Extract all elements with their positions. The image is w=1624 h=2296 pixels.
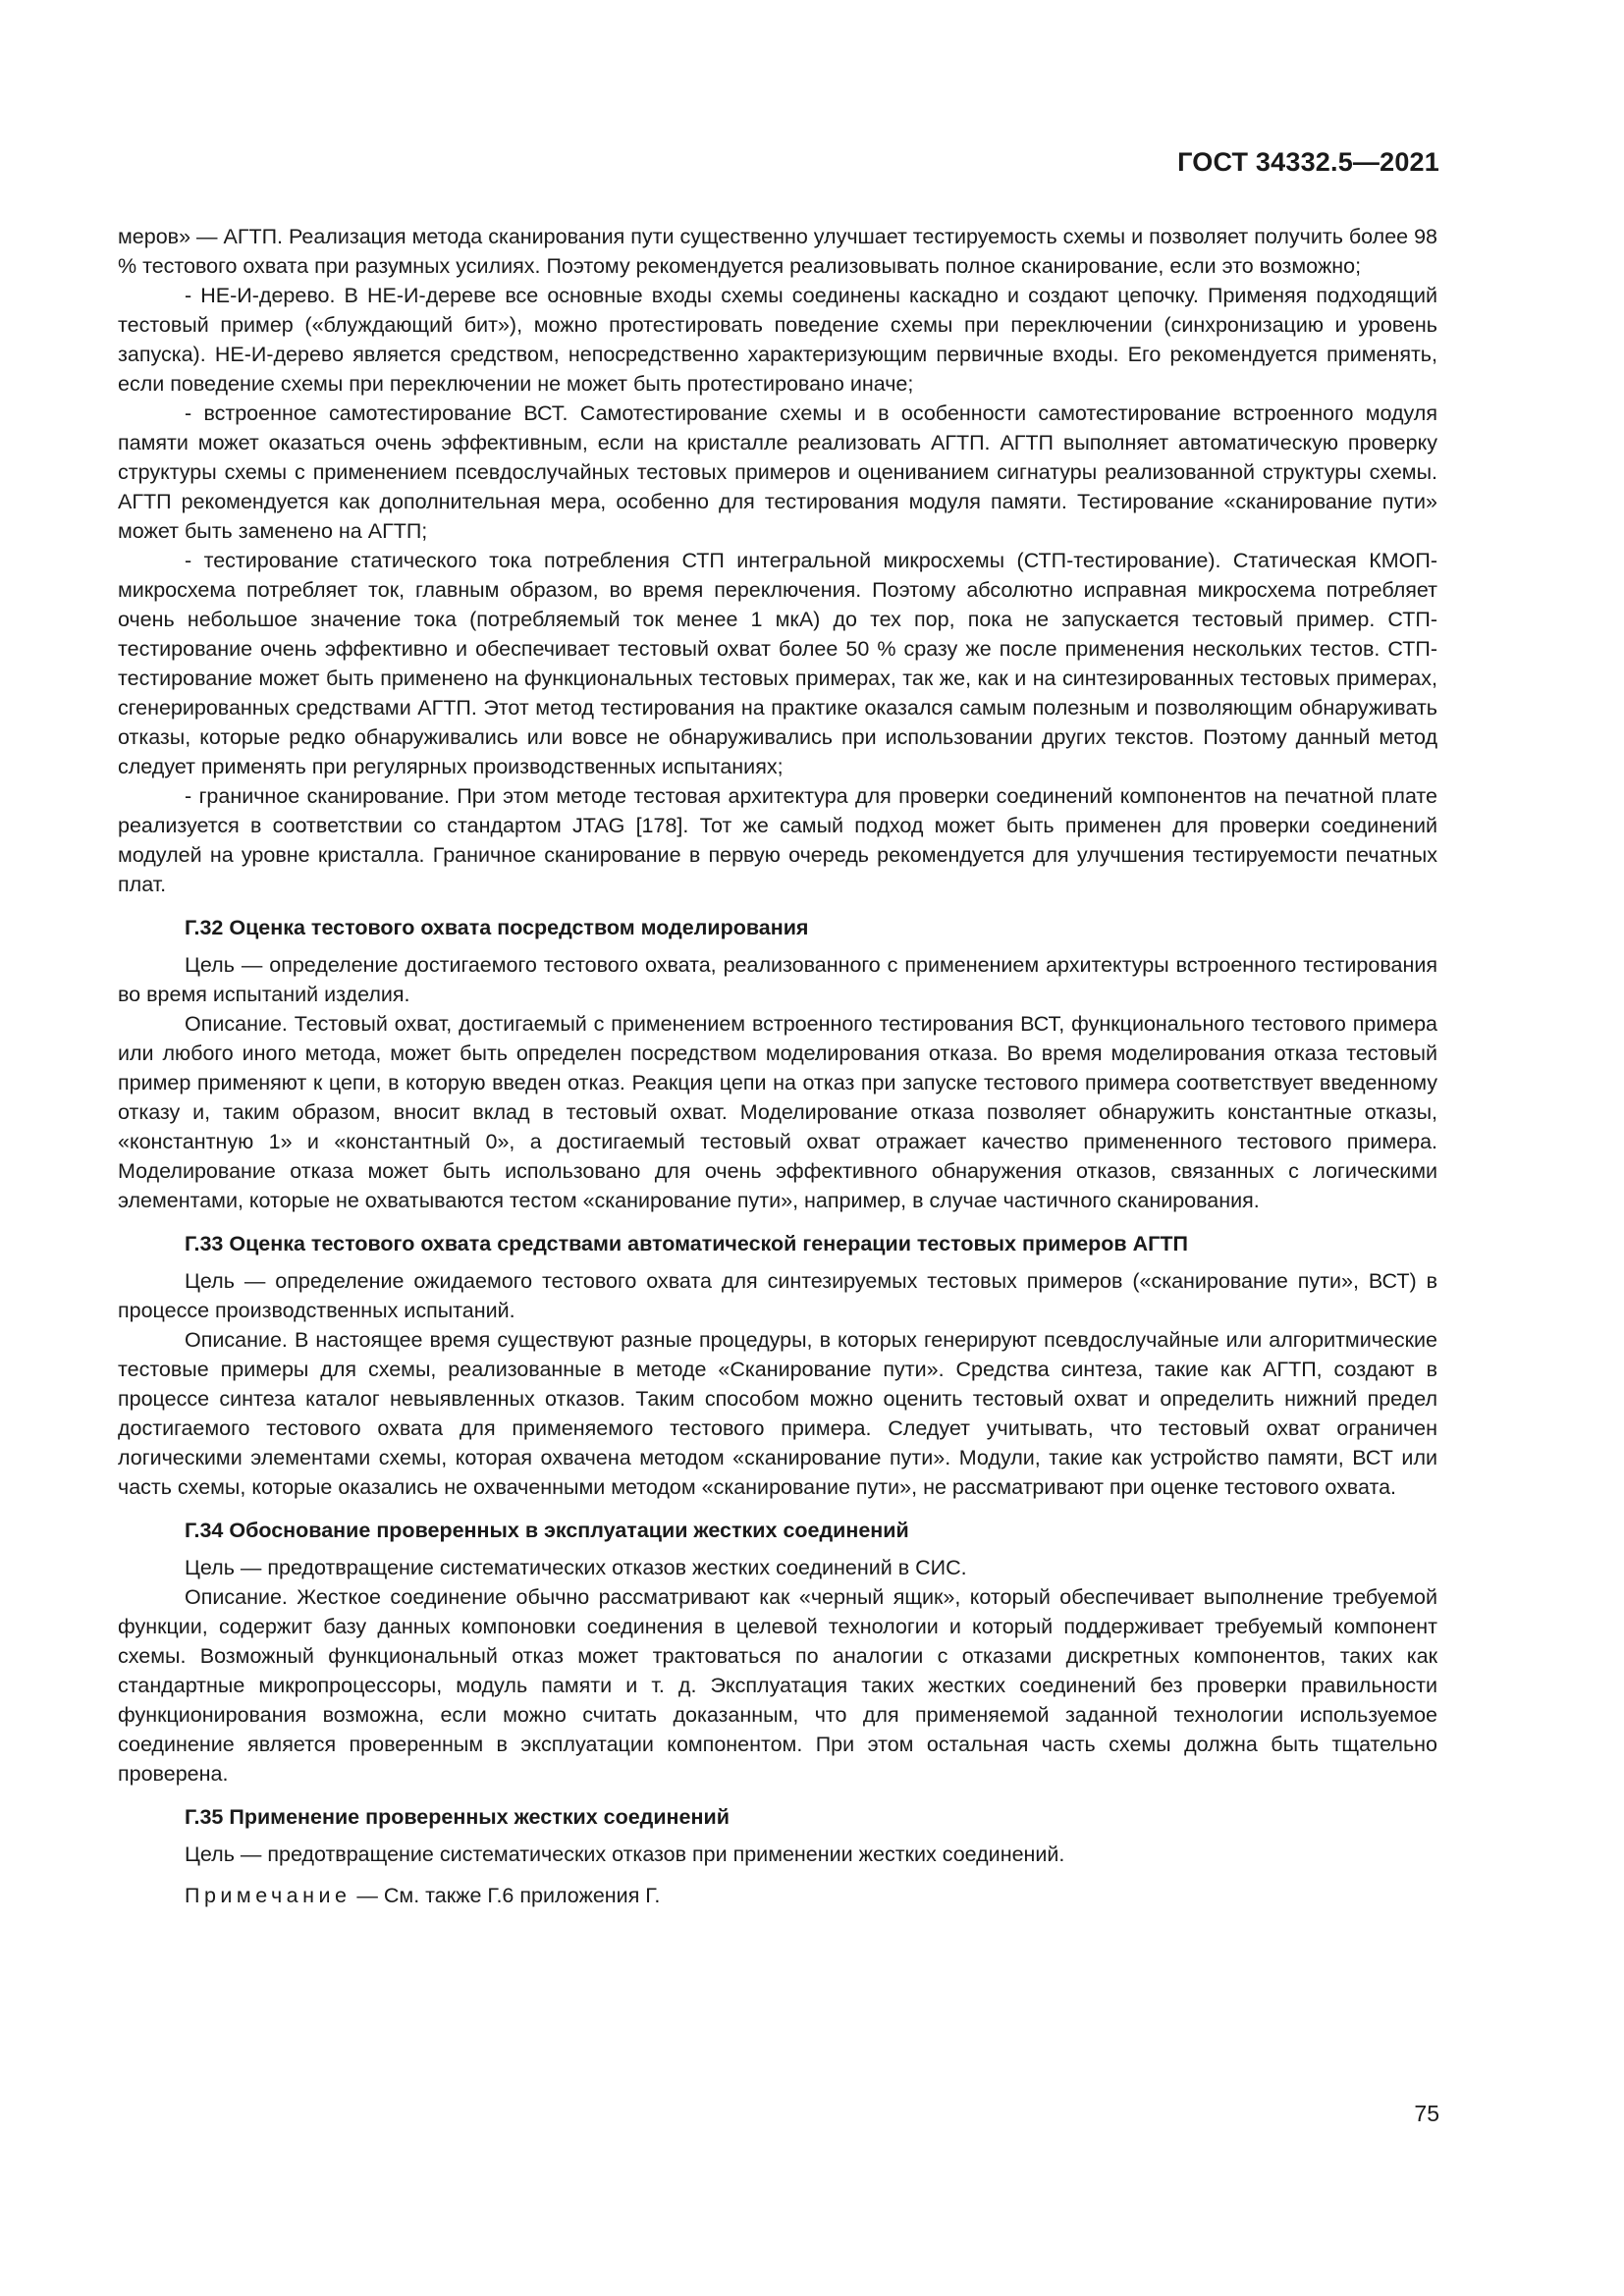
page-number: 75 (1414, 2101, 1439, 2126)
section-g33-description: Описание. В настоящее время существуют разные процедуры, в которых генерируют псевдослучайные или алгоритмические тестовые примеры для схемы, реализованные в методе «Сканирование пути». Средства синтеза, такие как АГТП, создают в процессе синтеза каталог невыявленных отказов. Таким способом можно оценить тестовый охват и определить нижний предел достигаемого тестового охвата для применяемого тестового примера. Следует учитывать, что тестовый охват ограничен логическими элементами схемы, которая охвачена методом «сканирование пути». Модули, такие как устройство памяти, ВСТ или часть схемы, которые оказались не охваченными методом «сканирование пути», не рассматривают при оценке тестового охвата. (118, 1328, 1437, 1499)
section-heading-g33: Г.33 Оценка тестового охвата средствами автоматической генерации тестовых примеров АГТП (185, 1232, 1188, 1255)
list-item-iddq: - тестирование статического тока потребления СТП интегральной микросхемы (СТП-тестирование). Статическая КМОП-микросхема потребляет ток, главным образом, во время переключения. Поэтому абсолютно исправная микросхема потребляет очень небольшое значение тока (потребляемый ток менее 1 мкА) до тех пор, пока не запускается тестовый пример. СТП-тестирование очень эффективно и обеспечивает тестовый охват более 50 % сразу же после применения нескольких тестов. СТП-тестирование может быть применено на функциональных тестовых примерах, так же, как и на синтезированных тестовых примерах, сгенерированных средствами АГТП. Этот метод тестирования на практике оказался самым полезным и позволяющим обнаруживать отказы, которые редко обнаруживались или вовсе не обнаруживались при использовании других текстов. Поэтому данный метод следует применять при регулярных производственных испытаниях; (118, 549, 1437, 778)
section-g34-description: Описание. Жесткое соединение обычно рассматривают как «черный ящик», который обеспечивает выполнение требуемой функции, содержит базу данных компоновки соединения в целевой технологии и который поддерживает требуемый компонент схемы. Возможный функциональный отказ может трактоваться по аналогии с отказами дискретных компонентов, таких как стандартные микропроцессоры, модуль памяти и т. д. Эксплуатация таких жестких соединений без проверки правильности функционирования возможна, если можно считать доказанным, что для применяемой заданной технологии используемое соединение является проверенным в эксплуатации компонентом. При этом остальная часть схемы должна быть тщательно проверена. (118, 1585, 1437, 1786)
section-g32-description: Описание. Тестовый охват, достигаемый с применением встроенного тестирования ВСТ, функционального тестового примера или любого иного метода, может быть определен посредством моделирования отказа. Во время моделирования отказа тестовый пример применяют к цепи, в которую введен отказ. Реакция цепи на отказ при запуске тестового примера соответствует введенному отказу и, таким образом, вносит вклад в тестовый охват. Моделирование отказа позволяет обнаружить константные отказы, «константную 1» и «константный 0», а достигаемый тестовый охват отражает качество примененного тестового примера. Моделирование отказа может быть использовано для очень эффективного обнаружения отказов, связанных с логическими элементами, которые не охватываются тестом «сканирование пути», например, в случае частичного сканирования. (118, 1012, 1437, 1212)
list-item-nand-tree: - НЕ-И-дерево. В НЕ-И-дереве все основные входы схемы соединены каскадно и создают цепочку. Применяя подходящий тестовый пример («блуждающий бит»), можно протестировать поведение схемы при переключении (синхронизацию и уровень запуска). НЕ-И-дерево является средством, непосредственно характеризующим первичные входы. Его рекомендуется применять, если поведение схемы при переключении не может быть протестировано иначе; (118, 284, 1437, 396)
section-heading-g35: Г.35 Применение проверенных жестких соединений (185, 1805, 730, 1829)
intro-paragraph: меров» — АГТП. Реализация метода сканирования пути существенно улучшает тестируемость схемы и позволяет получить более 98 % тестового охвата при разумных усилиях. Поэтому рекомендуется реализовывать полное сканирование, если это возможно; (118, 225, 1438, 278)
note-label: Примечание (185, 1884, 352, 1907)
list-item-boundary-scan: - граничное сканирование. При этом методе тестовая архитектура для проверки соединений компонентов на печатной плате реализуется в соответствии со стандартом JTAG [178]. Тот же самый подход может быть применен для проверки соединений модулей на уровне кристалла. Граничное сканирование в первую очередь рекомендуется для улучшения тестируемости печатных плат. (118, 784, 1437, 896)
section-g33-goal: Цель — определение ожидаемого тестового охвата для синтезируемых тестовых примеров («сканирование пути», ВСТ) в процессе производственных испытаний. (118, 1269, 1437, 1322)
standard-designation: ГОСТ 34332.5—2021 (1177, 147, 1439, 177)
page-content (118, 222, 1437, 1910)
section-g34-goal: Цель — предотвращение систематических отказов жестких соединений в СИС. (185, 1556, 967, 1579)
note (118, 1881, 1437, 1910)
section-g35-goal: Цель — предотвращение систематических отказов при применении жестких соединений. (185, 1842, 1065, 1866)
section-heading-g32: Г.32 Оценка тестового охвата посредством моделирования (185, 916, 809, 939)
section-g32-goal: Цель — определение достигаемого тестового охвата, реализованного с применением архитектуры встроенного тестирования во время испытаний изделия. (118, 953, 1437, 1006)
note-text: — См. также Г.6 приложения Г. (351, 1884, 661, 1907)
list-item-bist: - встроенное самотестирование ВСТ. Самотестирование схемы и в особенности самотестирование встроенного модуля памяти может оказаться очень эффективным, если на кристалле реализовать АГТП. АГТП выполняет автоматическую проверку структуры схемы с применением псевдослучайных тестовых примеров и оцениванием сигнатуры реализованной структуры схемы. АГТП рекомендуется как дополнительная мера, особенно для тестирования модуля памяти. Тестирование «сканирование пути» может быть заменено на АГТП; (118, 401, 1437, 543)
section-heading-g34: Г.34 Обоснование проверенных в эксплуатации жестких соединений (185, 1519, 909, 1542)
